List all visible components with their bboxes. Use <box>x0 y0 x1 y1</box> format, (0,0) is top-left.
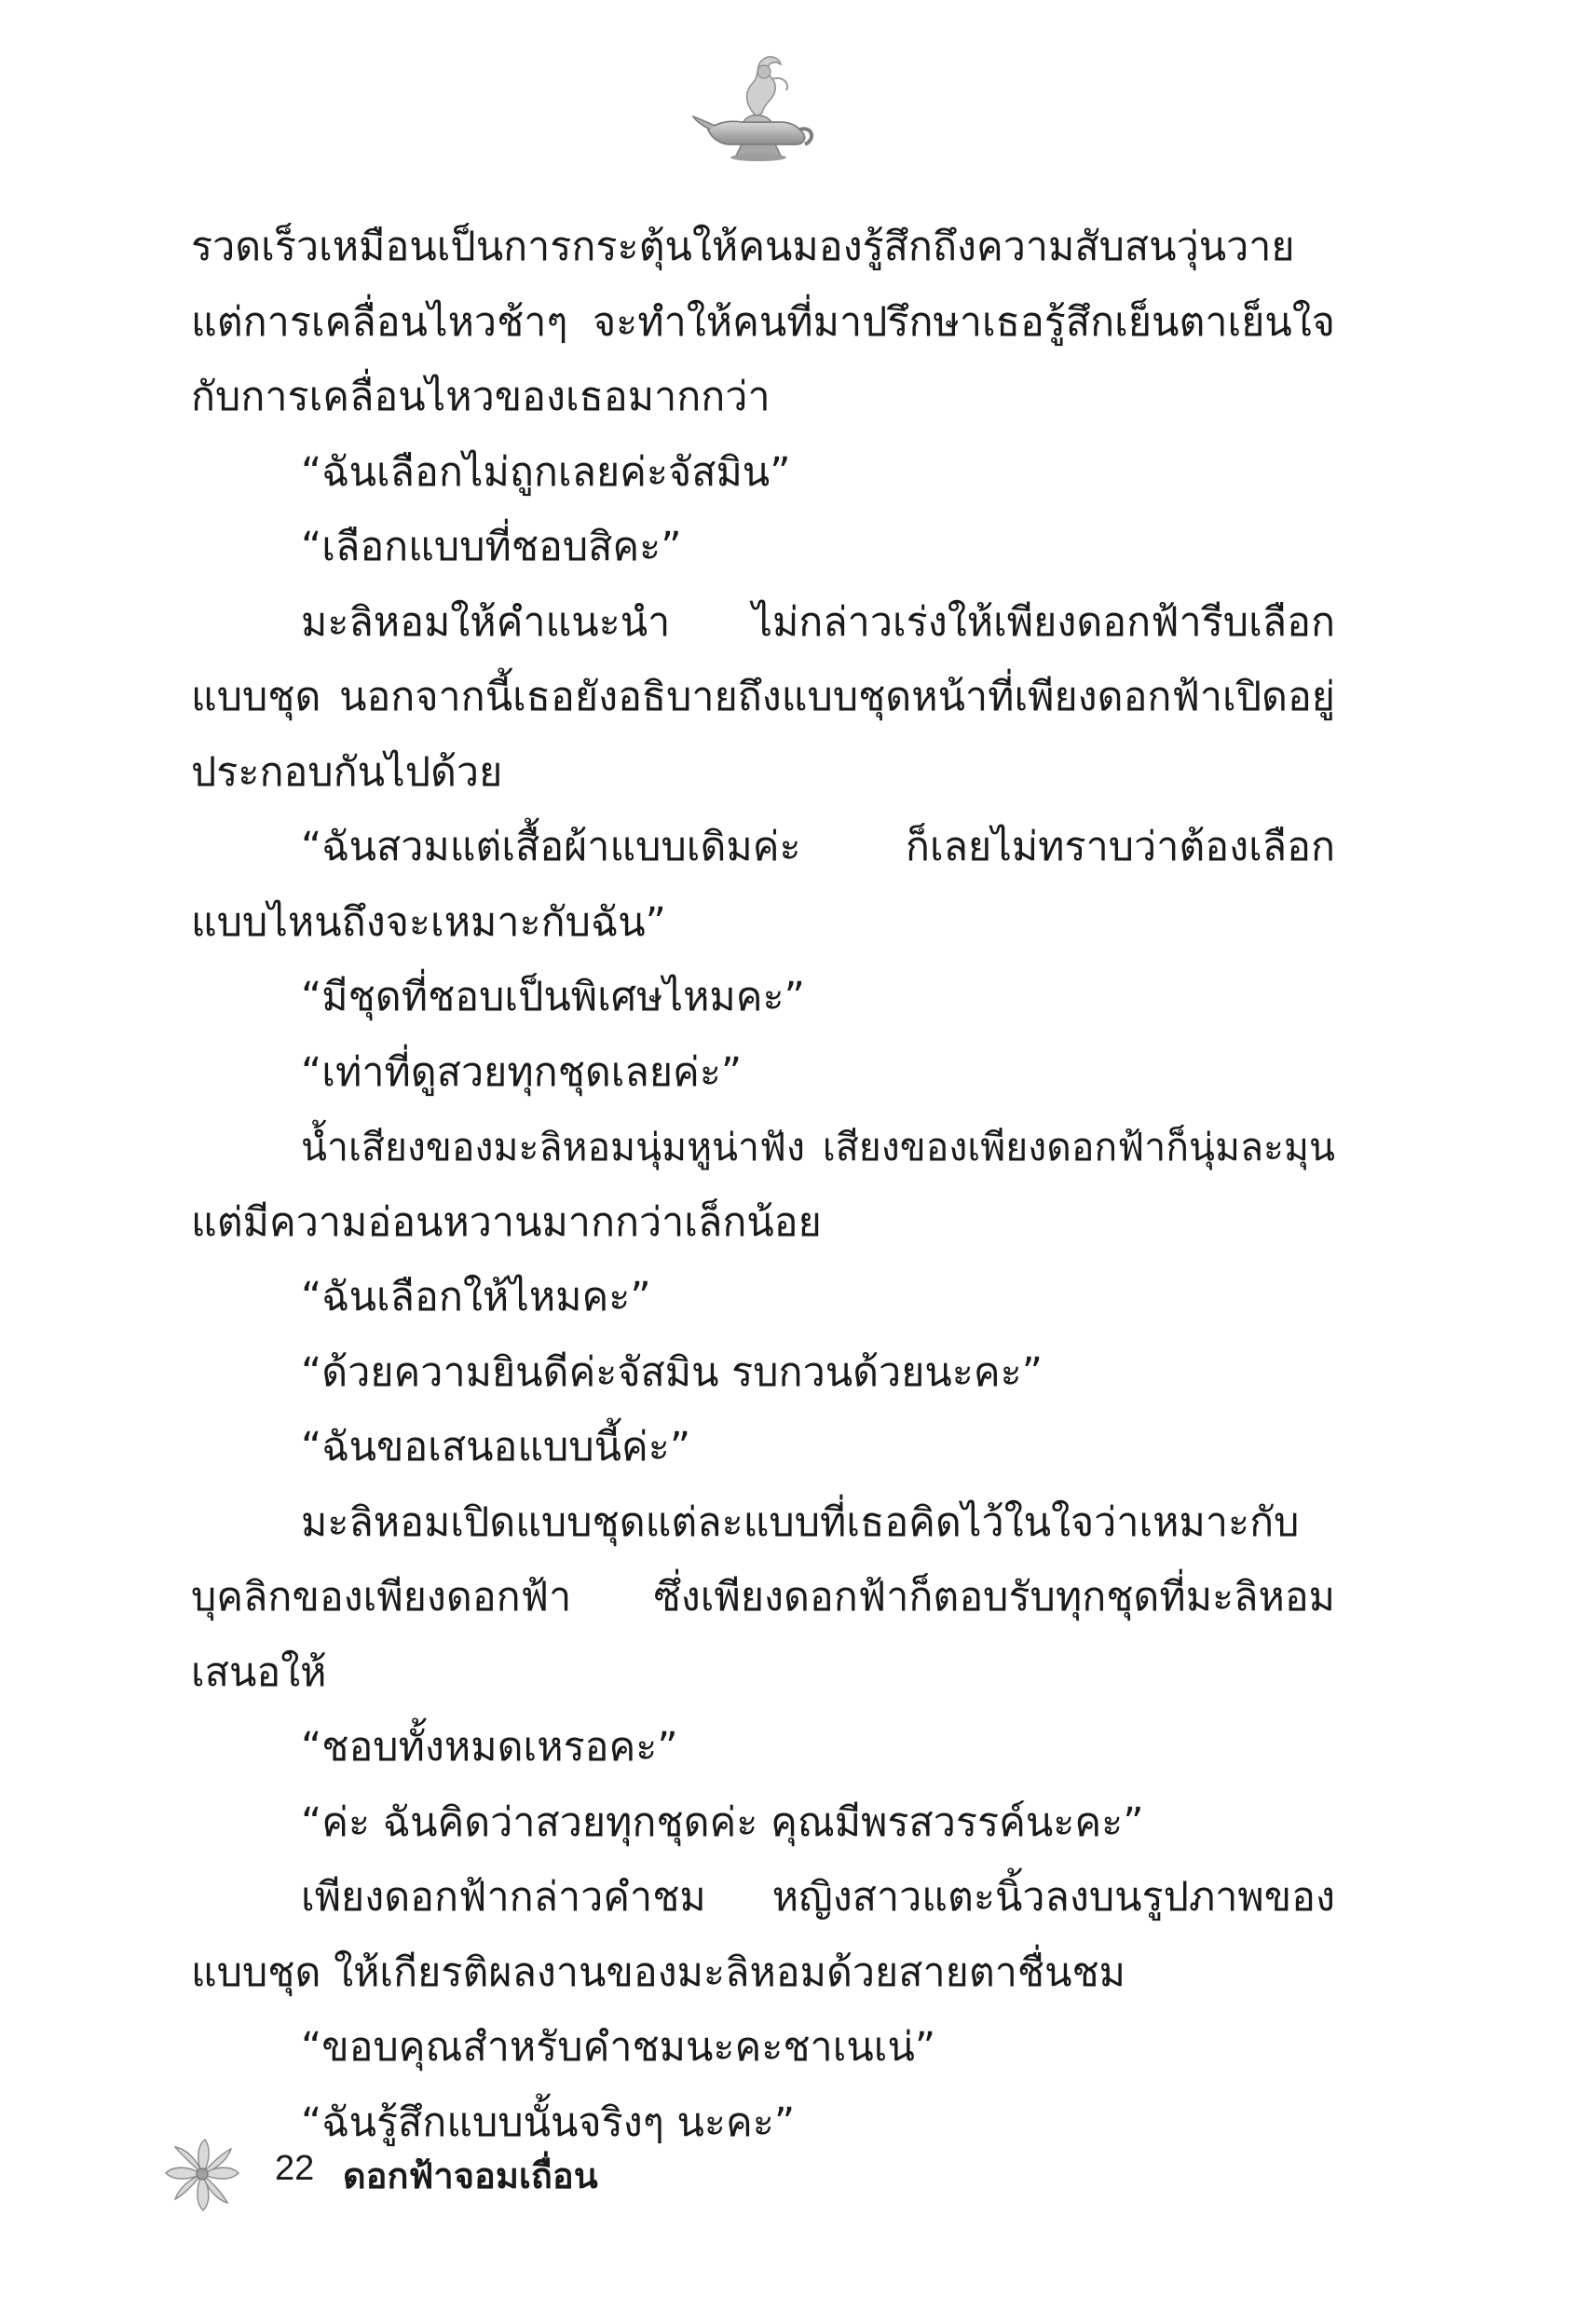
text-line: “มีชุดที่ชอบเป็นพิเศษไหมคะ” <box>301 974 805 1020</box>
page-footer <box>158 2132 811 2216</box>
text-line: แบบชุด ให้เกียรติผลงานของมะลิหอมด้วยสายตาชื่นชม <box>191 1949 1126 1996</box>
genie-lamp-icon <box>689 51 820 172</box>
text-line: มะลิหอมให้คำแนะนำ ไม่กล่าวเร่งให้เพียงดอกฟ้ารีบเลือก <box>301 598 1335 646</box>
body-text <box>191 210 1335 2160</box>
page-number: 22 <box>275 2149 315 2188</box>
text-line: “ฉันสวมแต่เสื้อผ้าแบบเดิมค่ะ ก็เลยไม่ทราบว่าต้องเลือก <box>301 824 1335 870</box>
text-line: “ฉันรู้สึกแบบนั้นจริงๆ นะคะ” <box>301 2099 796 2146</box>
text-line: “ขอบคุณสำหรับคำชมนะคะชาเนเน่” <box>301 2024 936 2071</box>
text-line: เพียงดอกฟ้ากล่าวคำชม หญิงสาวแตะนิ้วลงบนรูปภาพของ <box>301 1874 1335 1921</box>
book-title: ดอกฟ้าจอมเถื่อน <box>343 2155 598 2196</box>
text-line: ประกอบกันไปด้วย <box>191 748 503 796</box>
text-line: “ชอบทั้งหมดเหรอคะ” <box>301 1724 678 1771</box>
text-line: “ฉันขอเสนอแบบนี้ค่ะ” <box>301 1424 691 1470</box>
text-line: บุคลิกของเพียงดอกฟ้า ซึ่งเพียงดอกฟ้าก็ตอบรับทุกชุดที่มะลิหอม <box>191 1574 1335 1620</box>
text-line: น้ำเสียงของมะลิหอมนุ่มหูน่าฟัง เสียงของเพียงดอกฟ้าก็นุ่มละมุน <box>301 1125 1335 1169</box>
text-line: กับการเคลื่อนไหวของเธอมากกว่า <box>191 374 771 420</box>
text-line: เสนอให้ <box>191 1648 327 1696</box>
text-line: แบบชุด นอกจากนี้เธอยังอธิบายถึงแบบชุดหน้าที่เพียงดอกฟ้าเปิดอยู่ <box>191 674 1335 720</box>
text-line: รวดเร็วเหมือนเป็นการกระตุ้นให้คนมองรู้สึกถึงความสับสนวุ่นวาย <box>191 224 1295 270</box>
text-line: “ด้วยความยินดีค่ะจัสมิน รบกวนด้วยนะคะ” <box>301 1348 1044 1396</box>
flower-ornament-icon <box>158 2132 247 2216</box>
text-line: แต่การเคลื่อนไหวช้าๆ จะทำให้คนที่มาปรึกษาเธอรู้สึกเย็นตาเย็นใจ <box>191 298 1335 346</box>
text-line: มะลิหอมเปิดแบบชุดแต่ละแบบที่เธอคิดไว้ในใจว่าเหมาะกับ <box>301 1498 1300 1546</box>
text-line: แต่มีความอ่อนหวานมากกว่าเล็กน้อย <box>191 1198 822 1246</box>
text-line: “ฉันเลือกไม่ถูกเลยค่ะจัสมิน” <box>301 448 791 496</box>
text-line: แบบไหนถึงจะเหมาะกับฉัน” <box>191 898 666 946</box>
text-line: “ค่ะ ฉันคิดว่าสวยทุกชุดค่ะ คุณมีพรสวรรค์นะคะ” <box>301 1798 1144 1846</box>
text-line: “เลือกแบบที่ชอบสิคะ” <box>301 524 682 570</box>
text-line: “ฉันเลือกให้ไหมคะ” <box>301 1274 651 1320</box>
text-line: “เท่าที่ดูสวยทุกชุดเลยค่ะ” <box>301 1048 743 1096</box>
